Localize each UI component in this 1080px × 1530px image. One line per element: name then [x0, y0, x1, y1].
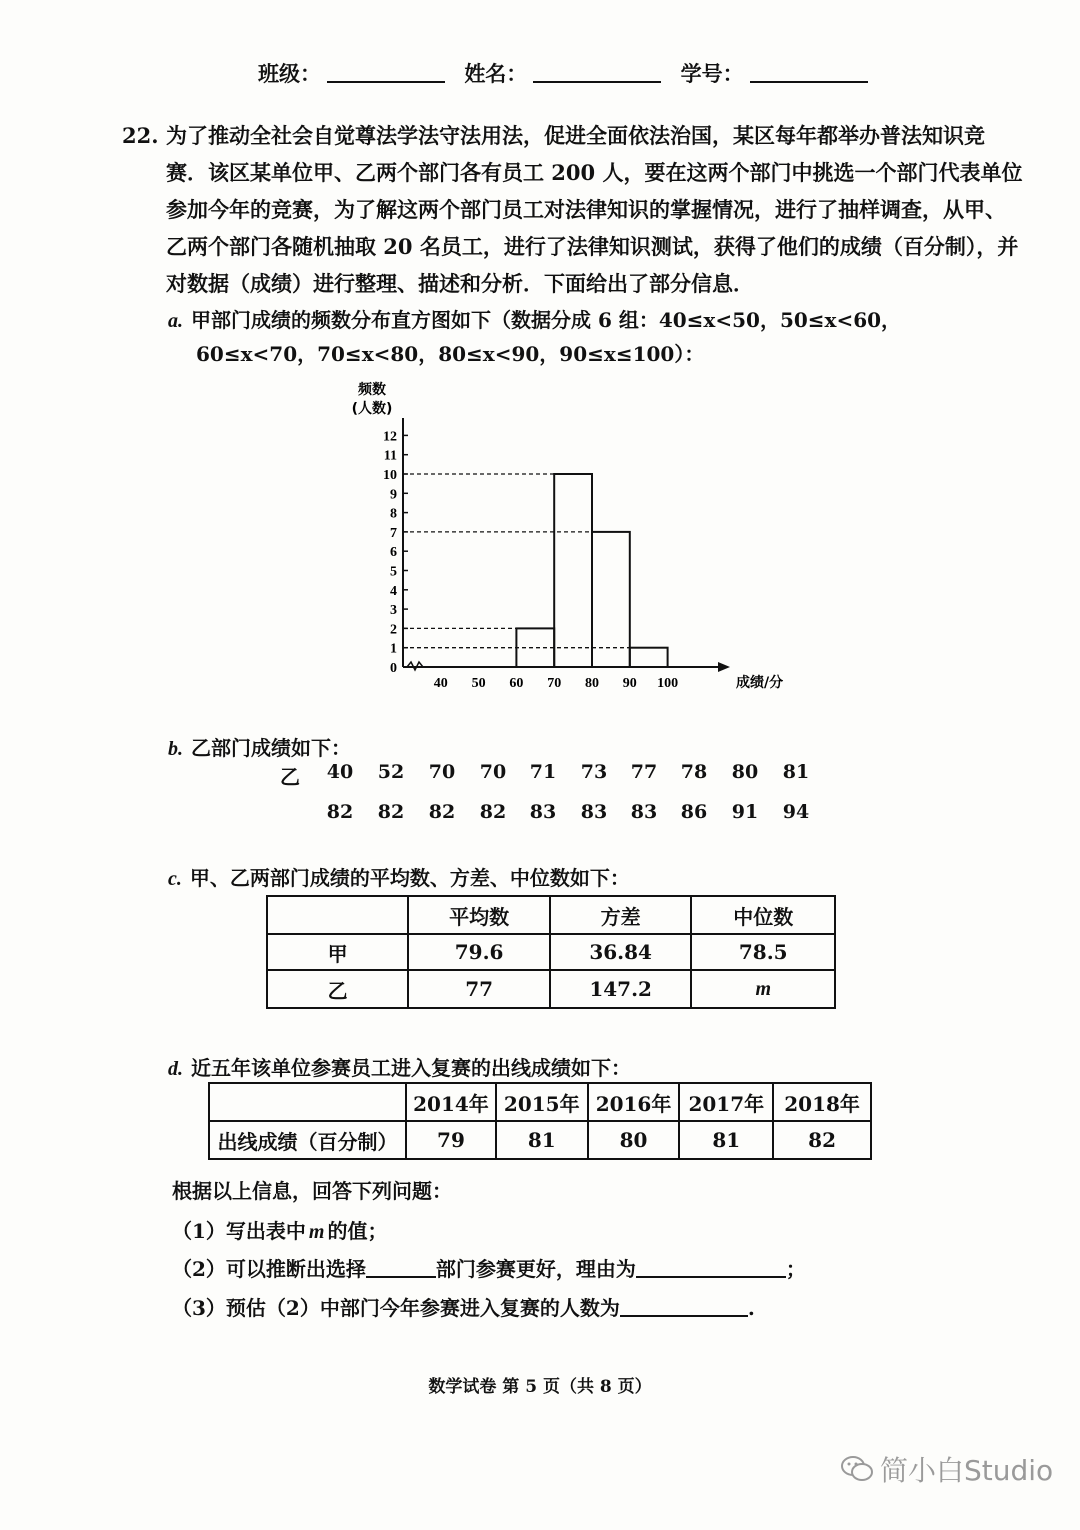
statistics-header-cell: 平均数 — [408, 896, 550, 934]
watermark — [840, 1449, 1053, 1489]
score-value: 70 — [428, 761, 456, 783]
cutoff-header-row — [209, 1083, 871, 1121]
y-tick-label: 10 — [383, 468, 397, 483]
part-a-text-2: 60≤x<70，70≤x<80，80≤x<90，90≤x≤100）： — [196, 342, 705, 366]
student-id-label: 学号： — [680, 61, 744, 86]
cutoff-scores-table — [208, 1082, 872, 1160]
score-value: 70 — [479, 761, 507, 783]
part-b-letter: b. — [168, 738, 183, 760]
cutoff-value-cell: 81 — [679, 1121, 773, 1159]
x-tick-label: 40 — [433, 676, 448, 691]
statistics-cell: 78.5 — [691, 934, 835, 970]
y-tick-label: 2 — [390, 622, 397, 638]
scores-row-label: 乙 — [280, 765, 300, 789]
x-tick-label: 60 — [509, 676, 524, 691]
score-value: 52 — [377, 761, 405, 783]
y-tick-label: 11 — [383, 448, 397, 464]
y-axis-label-line-2: (人数) — [351, 401, 393, 417]
score-value: 78 — [680, 761, 708, 783]
q1-suffix: 的值； — [327, 1219, 388, 1243]
part-b-text: 乙部门成绩如下： — [191, 736, 351, 760]
score-value: 77 — [630, 761, 658, 783]
y-tick-label: 1 — [390, 641, 397, 657]
statistics-cell: 甲 — [267, 934, 408, 970]
cutoff-row-label: 出线成绩（百分制） — [209, 1121, 406, 1159]
statistics-cell: 79.6 — [408, 934, 550, 970]
watermark-text: 简小白Studio — [880, 1454, 1054, 1487]
score-value: 94 — [782, 801, 810, 823]
part-c-text: 甲、乙两部门成绩的平均数、方差、中位数如下： — [189, 866, 630, 890]
x-tick-label: 90 — [622, 676, 637, 691]
statistics-cell: m — [691, 970, 835, 1008]
score-value: 82 — [479, 801, 507, 823]
x-tick-label: 80 — [585, 676, 599, 691]
q2-mid: 部门参赛更好，理由为 — [435, 1257, 636, 1281]
part-c-letter: c. — [168, 868, 182, 890]
score-value: 83 — [630, 801, 658, 823]
q2-reason-blank[interactable] — [636, 1258, 786, 1278]
cutoff-value-cell: 79 — [406, 1121, 496, 1159]
question-line-3: 参加今年的竞赛，为了解这两个部门员工对法律知识的掌握情况，进行了抽样调查，从甲、 — [166, 197, 1006, 222]
histogram-bar-80-90 — [592, 532, 630, 667]
question-line-2: 赛．该区某单位甲、乙两个部门各有员工 200 人，要在这两个部门中挑选一个部门代表单位 — [166, 160, 1023, 185]
y-tick-label: 6 — [390, 545, 397, 561]
statistics-table — [266, 895, 836, 1009]
part-d-text: 近五年该单位参赛员工进入复赛的出线成绩如下： — [191, 1056, 631, 1080]
score-value: 80 — [731, 761, 759, 783]
score-value: 73 — [580, 761, 608, 783]
part-c-line — [168, 862, 630, 891]
cutoff-value-cell: 81 — [496, 1121, 588, 1159]
q2-end: ； — [785, 1257, 806, 1281]
statistics-row — [267, 970, 835, 1008]
question-line-4: 乙两个部门各随机抽取 20 名员工，进行了法律知识测试，获得了他们的成绩（百分制），并 — [166, 234, 1019, 259]
y-tick-label: 3 — [390, 603, 397, 619]
y-tick-label: 9 — [390, 487, 397, 503]
statistics-header-row — [267, 896, 835, 934]
part-b-line — [168, 732, 351, 761]
part-d-letter: d. — [168, 1058, 183, 1080]
score-value: 81 — [782, 761, 810, 783]
y-tick-label: 0 — [390, 661, 397, 676]
cutoff-values-row — [209, 1121, 871, 1159]
histogram-bar-90-100 — [630, 648, 668, 667]
cutoff-header-cell: 2017年 — [679, 1083, 773, 1121]
y-tick-label: 5 — [390, 564, 397, 580]
q3-prefix: （3）预估（2）中部门今年参赛进入复赛的人数为 — [172, 1296, 620, 1320]
x-axis-label: 成绩/分 — [736, 675, 784, 691]
histogram-bar-70-80 — [554, 474, 592, 667]
student-info-header — [258, 58, 880, 88]
answer-question-2 — [172, 1253, 806, 1282]
q1-variable: m — [308, 1221, 325, 1243]
part-a-line-1 — [168, 304, 901, 333]
class-label: 班级： — [258, 61, 321, 86]
y-tick-label: 4 — [390, 583, 397, 599]
question-line-1: 为了推动全社会自觉尊法学法守法用法，促进全面依法治国，某区每年都举办普法知识竞 — [166, 123, 985, 148]
score-value: 83 — [580, 801, 608, 823]
q2-prefix: （2）可以推断出选择 — [172, 1257, 366, 1281]
frequency-histogram — [330, 372, 784, 702]
q3-end: . — [747, 1296, 755, 1320]
x-tick-label: 50 — [471, 676, 486, 691]
part-a-line-2 — [196, 338, 704, 367]
x-tick-label: 100 — [657, 676, 679, 691]
question-number: 22. — [122, 123, 159, 148]
y-tick-label: 12 — [383, 429, 397, 445]
statistics-cell: 77 — [408, 970, 550, 1008]
cutoff-value-cell: 82 — [773, 1121, 871, 1159]
wechat-icon — [840, 1454, 874, 1484]
score-value: 82 — [326, 801, 354, 823]
answer-question-3 — [172, 1292, 755, 1321]
score-value: 82 — [377, 801, 405, 823]
class-blank — [327, 63, 445, 83]
cutoff-header-cell: 2015年 — [496, 1083, 588, 1121]
part-a-letter: a. — [168, 310, 183, 332]
student-id-blank — [750, 63, 868, 83]
y-tick-label: 7 — [390, 525, 397, 541]
cutoff-header-cell — [209, 1083, 406, 1121]
score-value: 82 — [428, 801, 456, 823]
answers-intro: 根据以上信息，回答下列问题： — [172, 1179, 452, 1203]
statistics-row — [267, 934, 835, 970]
question-line-5: 对数据（成绩）进行整理、描述和分析．下面给出了部分信息． — [166, 271, 754, 296]
x-axis-arrow — [718, 662, 730, 672]
part-a-text-1: 甲部门成绩的频数分布直方图如下（数据分成 6 组：40≤x<50，50≤x<60， — [191, 308, 902, 332]
cutoff-header-cell: 2014年 — [406, 1083, 496, 1121]
cutoff-header-cell: 2016年 — [588, 1083, 680, 1121]
q2-department-blank[interactable] — [366, 1258, 436, 1278]
statistics-header-cell: 方差 — [550, 896, 692, 934]
y-tick-label: 8 — [390, 506, 397, 522]
score-value: 86 — [680, 801, 708, 823]
score-value: 91 — [731, 801, 759, 823]
score-value: 83 — [529, 801, 557, 823]
score-value: 40 — [326, 761, 354, 783]
q3-count-blank[interactable] — [620, 1297, 748, 1317]
statistics-cell: 乙 — [267, 970, 408, 1008]
q1-prefix: （1）写出表中 — [172, 1219, 306, 1243]
statistics-header-cell — [267, 896, 408, 934]
cutoff-header-cell: 2018年 — [773, 1083, 871, 1121]
name-label: 姓名： — [464, 61, 528, 86]
y-axis-label-line-1: 频数 — [358, 382, 386, 398]
statistics-cell: 147.2 — [550, 970, 692, 1008]
part-d-line — [168, 1052, 631, 1081]
cutoff-value-cell: 80 — [588, 1121, 680, 1159]
statistics-cell: 36.84 — [550, 934, 692, 970]
statistics-header-cell: 中位数 — [691, 896, 835, 934]
name-blank — [533, 63, 661, 83]
answer-question-1 — [172, 1215, 387, 1244]
x-tick-label: 70 — [547, 676, 562, 691]
score-value: 71 — [529, 761, 557, 783]
page-footer: 数学试卷 第 5 页（共 8 页） — [428, 1377, 652, 1397]
